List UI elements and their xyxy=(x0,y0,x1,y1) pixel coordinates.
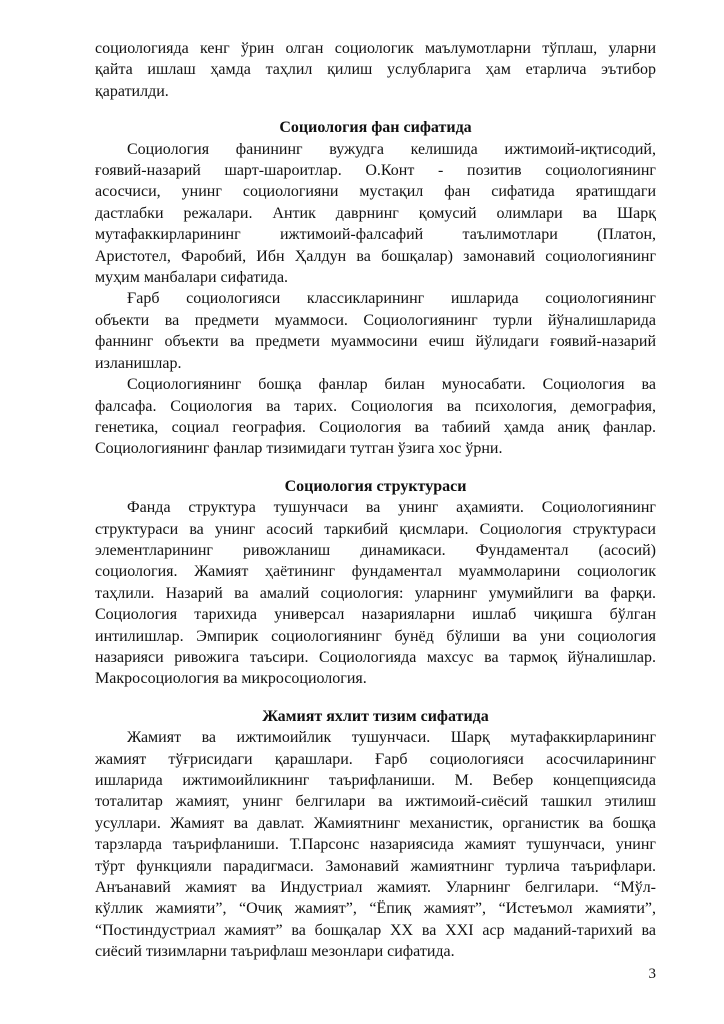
text-line: изланишлар. xyxy=(95,354,182,372)
text-line: Социология тарихида универсал назарияларни ишлаб чиқишга бўлган xyxy=(95,606,656,624)
text-line: тарзларда таърифланиши. Т.Парсонс назариясида жамият тушунчаси, унинг xyxy=(95,836,656,854)
text-line: Фанда структура тушунчаси ва унинг аҳамияти. Социологиянинг xyxy=(127,499,656,517)
text-line: ишларида ижтимоийликнинг таърифланиши. М. Вебер концепциясида xyxy=(95,772,656,789)
text-line: назарияси ривожига таъсири. Социологияда махсус ва тармоқ йўналишлар. xyxy=(95,648,656,666)
text-line: тоталитар жамият, унинг белгилари ва ижтимоий-сиёсий ташкил этилиш xyxy=(95,793,656,811)
text-line: усуллари. Жамият ва давлат. Жамиятнинг механистик, органистик ва бошқа xyxy=(95,814,656,832)
text-line: Макросоциология ва микросоциология. xyxy=(95,670,367,688)
text-line: кўллик жамияти”, “Очиқ жамият”, “Ёпиқ жамият”, “Истеъмол жамияти”, xyxy=(95,900,656,918)
section-heading: Жамият яхлит тизим сифатида xyxy=(262,707,489,725)
paragraph xyxy=(95,288,656,374)
text-line: фаннинг объекти ва предмети муаммосини ечиш йўлидаги ғоявий-назарий xyxy=(95,333,656,351)
text-line: объекти ва предмети муаммоси. Социологиянинг турли йўналишларида xyxy=(95,311,656,329)
text-line: Ғарб социологияси классикларининг ишларида социологиянинг xyxy=(127,290,656,308)
text-line: дастлабки режалари. Антик даврнинг қомусий олимлари ва Шарқ xyxy=(95,204,656,222)
text-line: мутафаккирларининг ижтимоий-фалсафий таълимотлари (Платон, xyxy=(95,226,656,244)
text-line: фалсафа. Социология ва тарих. Социология ва психология, демография, xyxy=(95,397,656,415)
text-line: ғоявий-назарий шарт-шароитлар. О.Конт - позитив социологиянинг xyxy=(95,162,656,180)
text-line: тўрт функцияли парадигмаси. Замонавий жамиятнинг турлича таърифлари. xyxy=(95,857,656,875)
paragraph xyxy=(95,497,656,690)
text-line: структураси ва унинг асосий таркибий қисмлари. Социология структураси xyxy=(95,520,656,538)
text-line: асосчиси, унинг социологияни мустақил фан сифатида яратишдаги xyxy=(95,183,656,201)
text-line: элементларининг ривожланиш динамикаси. Фундаментал (асосий) xyxy=(95,541,656,559)
text-line: Социологиянинг фанлар тизимидаги тутган ўзига хос ўрни. xyxy=(95,440,503,458)
text-line: Аристотел, Фаробий, Ибн Ҳалдун ва бошқалар) замонавий социологиянинг xyxy=(95,247,656,265)
section-heading: Социология фан сифатида xyxy=(279,119,472,137)
text-line: Жамият ва ижтимоийлик тушунчаси. Шарқ мутафаккирларининг xyxy=(127,729,656,747)
text-line: муҳим манбалари сифатида. xyxy=(95,269,289,287)
text-line: социология. Жамият ҳаётининг фундаментал муаммоларини социологик xyxy=(95,563,656,581)
intro-paragraph xyxy=(95,38,656,102)
text-line: қайта ишлаш ҳамда таҳлил қилиш услубларига ҳам етарлича эътибор xyxy=(95,61,656,79)
paragraph xyxy=(95,374,656,460)
text-line: генетика, социал география. Социология ва табиий ҳамда аниқ фанлар. xyxy=(95,418,656,436)
text-line: қаратилди. xyxy=(95,82,169,100)
text-line: интилишлар. Эмпирик социологиянинг бунёд бўлиши ва уни социология xyxy=(95,627,656,645)
paragraph xyxy=(95,139,656,289)
paragraph xyxy=(95,727,656,962)
page-number: 3 xyxy=(648,966,656,982)
text-line: социологияда кенг ўрин олган социологик маълумотларни тўплаш, уларни xyxy=(95,40,656,57)
text-line: Социология фанининг вужудга келишида ижтимоий-иқтисодий, xyxy=(127,140,656,158)
text-line: сиёсий тизимларни таърифлаш мезонлари сифатида. xyxy=(95,943,455,961)
text-line: Социологиянинг бошқа фанлар билан муносабати. Социология ва xyxy=(127,376,656,394)
text-line: жамият тўғрисидаги қарашлари. Ғарб социологияси асосчиларининг xyxy=(95,750,656,768)
text-line: “Постиндустриал жамият” ва бошқалар XX ва XXI аср маданий-тарихий ва xyxy=(95,921,656,939)
text-line: таҳлили. Назарий ва амалий социология: уларнинг умумийлиги ва фарқи. xyxy=(95,584,656,602)
section-heading: Социология структураси xyxy=(284,477,467,495)
text-line: Анъанавий жамият ва Индустриал жамият. Уларнинг белгилари. “Мўл- xyxy=(95,879,656,897)
